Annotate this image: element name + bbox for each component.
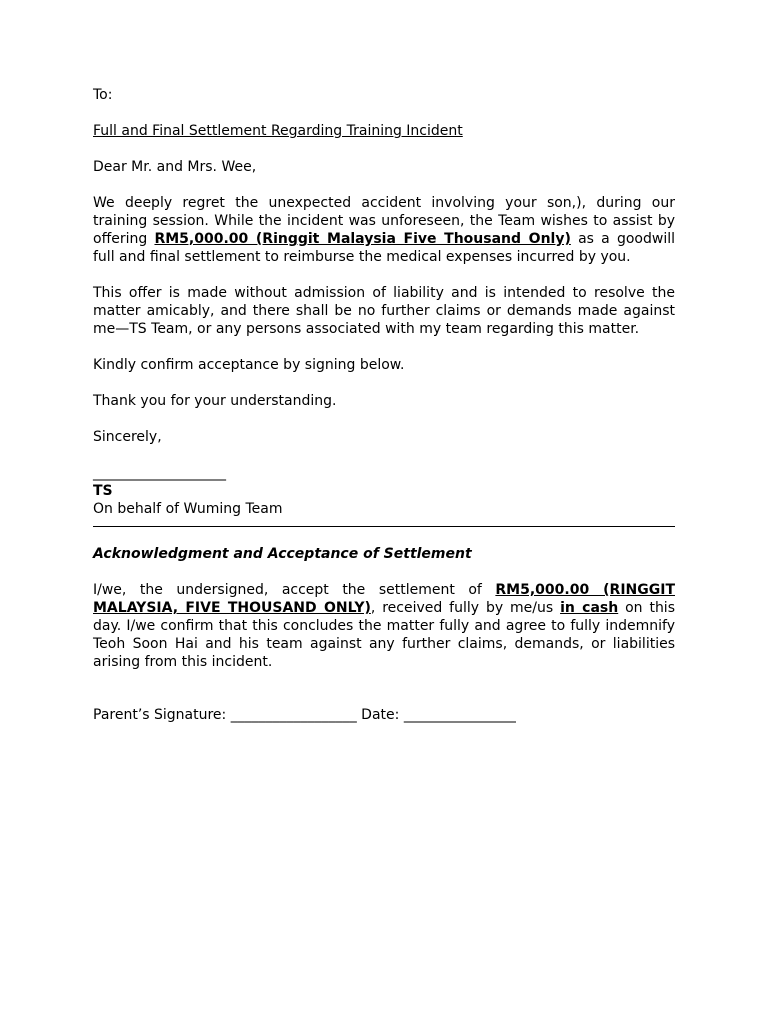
ack-text-a: I/we, the undersigned, accept the settlement of — [93, 582, 496, 598]
to-label: To: — [93, 87, 113, 103]
paragraph-regret-text-b: as a goodwill full and final settlement to reimburse the medical expenses incurred by you. — [93, 231, 675, 265]
acknowledgment-heading: Acknowledgment and Acceptance of Settlement — [93, 546, 472, 562]
parent-signature-label: Parent’s Signature: — [93, 707, 231, 723]
parent-signature-row — [93, 706, 675, 724]
signer-name: TS — [93, 483, 113, 499]
paragraph-regret-text-a: We deeply regret the unexpected accident involving your son,), during our training session. While the incident was unforeseen, the Team wishes to assist by offering — [93, 195, 675, 247]
letter-subject: Full and Final Settlement Regarding Training Incident — [93, 123, 463, 139]
paragraph-no-liability: This offer is made without admission of liability and is intended to resolve the matter amicably, and there shall be no further claims or demands made against me—TS Team, or any persons associated with my team regarding this matter. — [93, 285, 675, 337]
date-label: Date: — [356, 707, 404, 723]
document-page — [93, 86, 675, 724]
paragraph-thanks: Thank you for your understanding. — [93, 393, 337, 409]
signer-role: On behalf of Wuming Team — [93, 501, 283, 517]
parent-signature-field: __________________ — [230, 707, 357, 723]
section-divider — [93, 526, 675, 527]
ack-settlement-amount: RM5,000.00 (RINGGIT MALAYSIA, FIVE THOUSAND ONLY) — [93, 582, 675, 616]
ack-in-cash: in cash — [560, 600, 619, 616]
ack-text-b: , received fully by me/us — [370, 600, 561, 616]
date-field: ________________ — [403, 707, 516, 723]
paragraph-confirm: Kindly confirm acceptance by signing below. — [93, 357, 405, 373]
signature-line: ___________________ — [93, 465, 226, 481]
paragraph-regret — [93, 194, 675, 266]
settlement-amount: RM5,000.00 (Ringgit Malaysia Five Thousand Only) — [154, 231, 571, 247]
acknowledgment-paragraph — [93, 581, 675, 671]
ack-text-c: on this day. I/we confirm that this concludes the matter fully and agree to fully indemnify Teoh Soon Hai and his team against any further claims, demands, or liabilities arising from this incident. — [93, 600, 675, 670]
closing: Sincerely, — [93, 429, 162, 445]
salutation: Dear Mr. and Mrs. Wee, — [93, 159, 257, 175]
